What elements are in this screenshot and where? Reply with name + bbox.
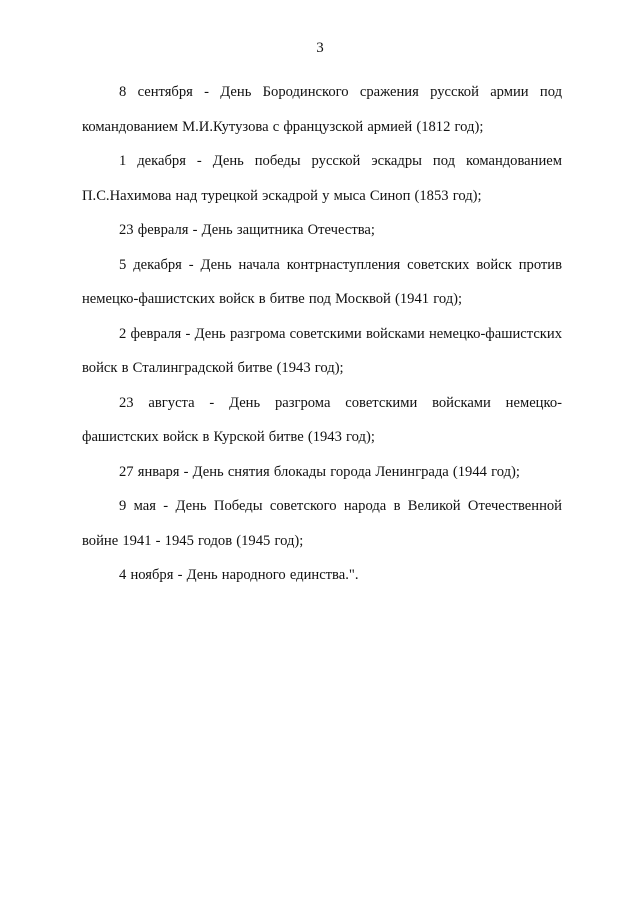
paragraph-kursk: 23 августа - День разгрома советскими войсками немецко-фашистских войск в Курской битве (1943 год); bbox=[82, 394, 562, 445]
paragraph-leningrad: 27 января - День снятия блокады города Ленинграда (1944 год); bbox=[119, 463, 520, 480]
paragraph-victory-day: 9 мая - День Победы советского народа в Великой Отечественной войне 1941 - 1945 годов (1945 год); bbox=[82, 498, 562, 549]
page-number: 3 bbox=[316, 40, 324, 56]
paragraph-moscow: 5 декабря - День начала контрнаступления советских войск против немецко-фашистских войск в битве под Москвой (1941 год); bbox=[82, 256, 562, 307]
paragraph-stalingrad: 2 февраля - День разгрома советскими войсками немецко-фашистских войск в Сталинградской битве (1943 год); bbox=[82, 325, 562, 376]
paragraph-unity-day: 4 ноября - День народного единства.". bbox=[119, 567, 359, 583]
paragraph-borodino: 8 сентября - День Бородинского сражения русской армии под командованием М.И.Кутузова с французской армией (1812 год); bbox=[82, 84, 562, 135]
document-body bbox=[82, 75, 562, 593]
paragraph-sinop: 1 декабря - День победы русской эскадры под командованием П.С.Нахимова над турецкой эскадрой у мыса Синоп (1853 год); bbox=[82, 153, 562, 204]
paragraph-defender-day: 23 февраля - День защитника Отечества; bbox=[119, 222, 375, 238]
